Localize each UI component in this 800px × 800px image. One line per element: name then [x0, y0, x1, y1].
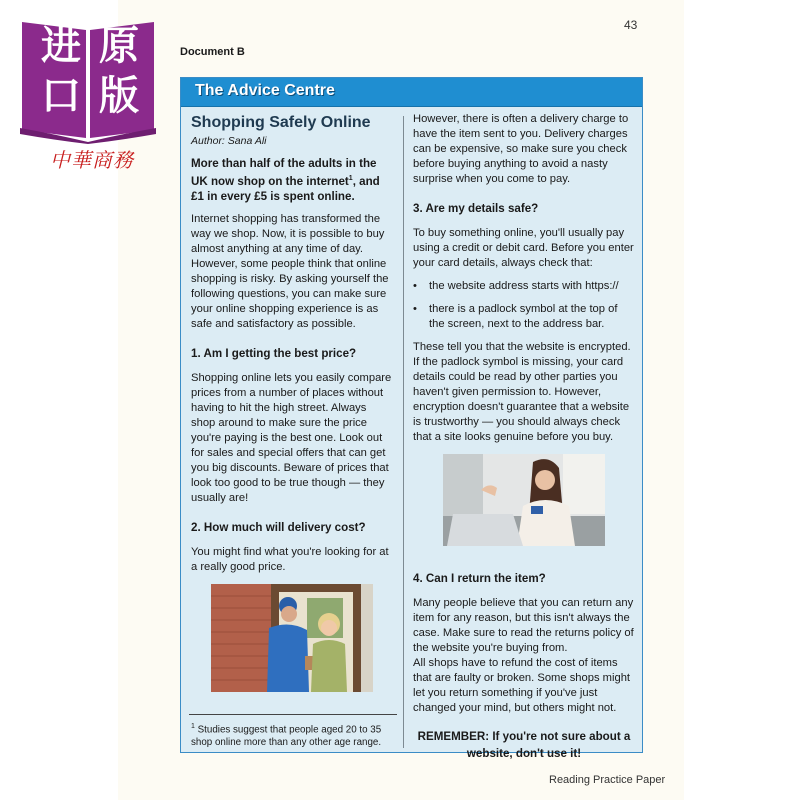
intro-paragraph: Internet shopping has transformed the way we shop. Now, it is possible to buy almost anything at any time of day. However, some people think that online shopping is risky. By asking yourself the following questions, you can make sure your online shopping experience is as safe and satisfactory as possible. [191, 212, 389, 330]
section-paragraph: You might find what you're looking for at a really good price. [191, 545, 389, 573]
list-item [413, 279, 635, 294]
banner [181, 78, 642, 107]
page-footer: Reading Practice Paper [549, 774, 666, 786]
list-item-text: the website address starts with https:// [429, 280, 619, 292]
publisher-logo [10, 10, 160, 172]
section-heading: 1. Am I getting the best price? [191, 346, 357, 360]
logo-char: 进 [41, 23, 81, 69]
bullet-icon: • [413, 280, 417, 292]
footnote-marker: 1 [191, 723, 195, 730]
laptop-photo [443, 454, 605, 546]
checklist [413, 279, 635, 332]
section-heading: 3. Are my details safe? [413, 202, 539, 215]
delivery-photo [211, 584, 373, 692]
section-heading: 4. Can I return the item? [413, 572, 546, 585]
section-paragraph: Shopping online lets you easily compare prices from a number of places without having to hit the high street. Always shop around to make sure the price you're paying is the best one. Look out for sales and special offers that can get you big discounts. Beware of prices that look too good to be true though — they usually are! [191, 371, 392, 504]
list-item-text: there is a padlock symbol at the top of the screen, next to the address bar. [429, 303, 618, 330]
logo-subtitle: 中華商務 [50, 148, 134, 172]
left-column [191, 112, 393, 583]
column-divider [403, 116, 404, 748]
list-item [413, 302, 635, 332]
article-author: Author: Sana Ali [191, 135, 267, 147]
section-paragraph: Many people believe that you can return any item for any reason, but this isn't always the case. Make sure to read the returns policy of the website you're buying from. [413, 597, 634, 654]
section-heading: 2. How much will delivery cost? [191, 520, 366, 534]
document-label: Document B [180, 46, 245, 58]
logo-char: 版 [99, 73, 139, 119]
advice-centre-box [180, 77, 643, 760]
right-column [413, 112, 635, 762]
section-paragraph: However, there is often a delivery charge to have the item sent to you. Delivery charges can be expensive, so make sure you check before buying anything to avoid a nasty surprise when you come to pay. [413, 113, 629, 185]
bullet-icon: • [413, 303, 417, 315]
section-paragraph: To buy something online, you'll usually pay using a credit or debit card. Before you enter your card details, always check that: [413, 227, 634, 269]
lead-paragraph [191, 156, 393, 204]
logo-char: 口 [41, 73, 81, 119]
footnote-marker: 1 [348, 175, 353, 182]
banner-title: The Advice Centre [195, 82, 335, 99]
remember-note: REMEMBER: If you're not sure about a website, don't use it! [417, 730, 631, 760]
lead-text: More than half of the adults in the UK now shop on the internet [191, 157, 377, 188]
logo-char: 原 [99, 23, 139, 69]
footnote-text: Studies suggest that people aged 20 to 35 shop online more than any other age range. [191, 724, 382, 749]
lead-text: , and £1 in every £5 is spent online. [191, 174, 380, 203]
section-paragraph: All shops have to refund the cost of items that are faulty or broken. Some shops might let you return something if you've just changed your mind, but others might not. [413, 657, 631, 714]
article-title: Shopping Safely Online [191, 114, 371, 131]
page-number: 43 [624, 18, 638, 32]
section-paragraph: These tell you that the website is encrypted. If the padlock symbol is missing, your card details could be read by other parties you haven't given permission to. However, encryption doesn't guarantee that a website is trustworthy — you should always check that a site looks genuine before you buy. [413, 341, 631, 443]
footnote [191, 720, 401, 749]
footnote-rule [189, 714, 397, 715]
